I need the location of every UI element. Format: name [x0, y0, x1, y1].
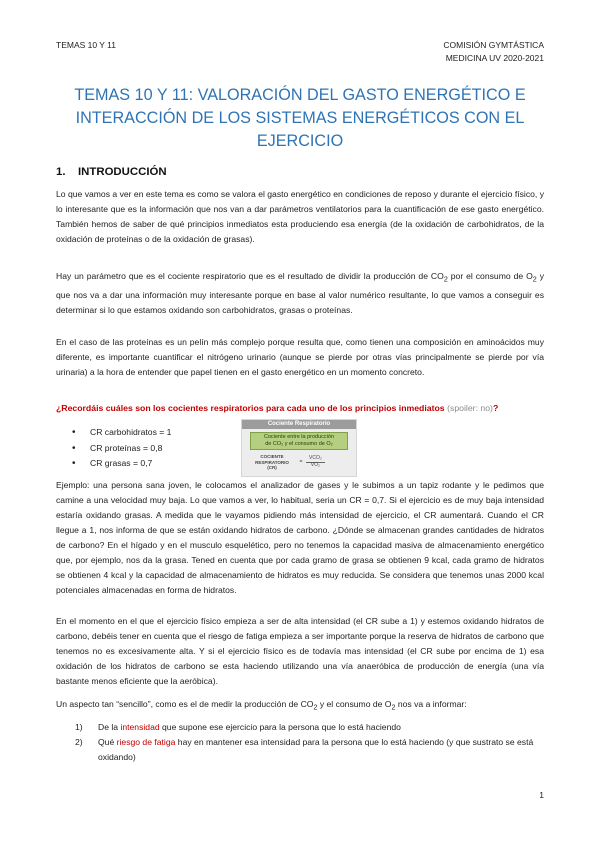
- formula-denominator: VO₂: [310, 461, 320, 468]
- question-text: ¿Recordáis cuáles son los cocientes respiratorios para cada uno de los principios inmediatos: [56, 403, 445, 413]
- header-course: MEDICINA UV 2020-2021: [445, 53, 544, 63]
- formula-equals: =: [299, 458, 303, 465]
- list-item: 1) De la intensidad que supone ese ejercicio para la persona que lo está haciendo: [75, 722, 401, 732]
- list-item: 2) Qué riesgo de fatiga hay en mantener esa intensidad para la persona que lo está haciendo (y que sustrato se está oxidando): [75, 737, 534, 762]
- question-line: [56, 403, 498, 413]
- cr-values-list: [72, 425, 171, 472]
- list-item: • CR carbohidratos = 1: [72, 425, 171, 441]
- list-item: • CR grasas = 0,7: [72, 456, 171, 472]
- running-header-left: TEMAS 10 Y 11: [56, 40, 117, 50]
- section-title: INTRODUCCIÓN: [78, 166, 167, 178]
- paragraph-respiratory-quotient: Hay un parámetro que es el cociente respiratorio que es el resultado de dividir la producción de $CO_2$ por el consumo de $O_2$ y que nos va a dar una información muy interesante porque en base al valor numérico resultante, lo que vamos a conseguir es determinar si lo que estamos oxidando son carbohidratos, grasas o proteínas.: [56, 271, 544, 315]
- info-list: [75, 720, 545, 765]
- spoiler-note: (spoiler: no): [447, 403, 493, 413]
- page-number: 1: [539, 790, 544, 800]
- paragraph-intro: Lo que vamos a ver en este tema es como se valora el gasto energético en condiciones de reposo y durante el ejercicio físico, y lo interesante que es la información que nos van a dar parámetros ventilatorios para la cuantificación de ese gasto energético. También hemos de saber de qué principios inmediatos esta produciendo esa energía (de la oxidación de carbohidratos, de la oxidación de proteínas o de la oxidación de grasas).: [56, 189, 544, 244]
- section-number: 1.: [56, 166, 66, 178]
- formula-fraction: [306, 456, 325, 468]
- figure-definition: Cociente entre la producción de CO₂ y el consumo de O₂: [250, 432, 348, 450]
- respiratory-quotient-figure: [241, 419, 357, 477]
- question-end: ?: [492, 403, 499, 413]
- highlight-fatigue-risk: riesgo de fatiga: [116, 737, 176, 747]
- paragraph-high-intensity: En el momento en el que el ejercicio físico empieza a ser de alta intensidad (el CR sube a 1) y estemos oxidando hidratos de carbono, debéis tener en cuenta que el riesgo de fatiga empieza a ser importante porque la reserva de hidratos de carbono que tenemos no es excesivamente alta. Y si el ejercicio físico es de todavía mas intensidad (el CR sube por encima de 1) esa oxidación de los hidratos de carbono se esta haciendo utilizando una vía anaeróbica de producción de energía (una vía bastante menos eficiente que la aeróbica).: [56, 616, 544, 686]
- document-title: TEMAS 10 Y 11: VALORACIÓN DEL GASTO ENERGÉTICO E INTERACCIÓN DE LOS SISTEMAS ENERGÉTICOS CON EL EJERCICIO: [74, 86, 526, 150]
- formula-numerator: VCO₂: [306, 456, 325, 463]
- list-item: • CR proteínas = 0,8: [72, 441, 171, 457]
- formula-label: COCIENTE RESPIRATORIO (CR): [255, 454, 289, 470]
- paragraph-proteins: En el caso de las proteínas es un pelín más complejo porque resulta que, como tienen una composición en aminoácidos muy diferente, es importante cuantificar el nitrógeno urinario (aunque se pierde por otras vías principalmente se pierde por vía urinaria) a la hora de entender que papel tienen en el gasto energético en un momento concreto.: [56, 337, 544, 377]
- header-commission: COMISIÓN GYMTÁSTICA: [443, 40, 544, 50]
- highlight-intensity: intensidad: [120, 722, 160, 732]
- paragraph-measurement: Un aspecto tan “sencillo”, como es el de medir la producción de $CO_2$ y el consumo de $O_2$ nos va a informar:: [56, 699, 467, 712]
- figure-header: Cociente Respiratorio: [242, 420, 356, 429]
- paragraph-example: Ejemplo: una persona sana joven, le colocamos el analizador de gases y le subimos a un tapiz rodante y le pedimos que camine a una velocidad muy baja. Lo que vamos a ver, lo habitual, seria un CR = 0,7. Si el ejercicio es de muy baja intensidad estaría oxidando grasas. A medida que le vayamos pidiendo más intensidad de ejercicio, el CR aumentará. Cuando el CR llegue a 1, nos informa de que se están oxidando hidratos de carbono. ¿Dónde se almacenan grandes cantidades de hidratos de carbono? En el hígado y en el musculo esquelético, pero no tenemos la capacidad masiva de almacenamiento energético que, por ejemplo, nos da la grasa. Tened en cuenta que por cada gramo de grasa se obtienen 9 kcal, cada gramo de hidratos se obtienen 4 kcal y la capacidad de almacenamiento de hidratos es muy reducida. Se considera que tenemos unas 2000 kcal potenciales almacenadas en forma de hidratos.: [56, 480, 544, 595]
- section-heading: [56, 166, 167, 178]
- running-header-right: [443, 39, 544, 65]
- figure-formula: [248, 454, 352, 471]
